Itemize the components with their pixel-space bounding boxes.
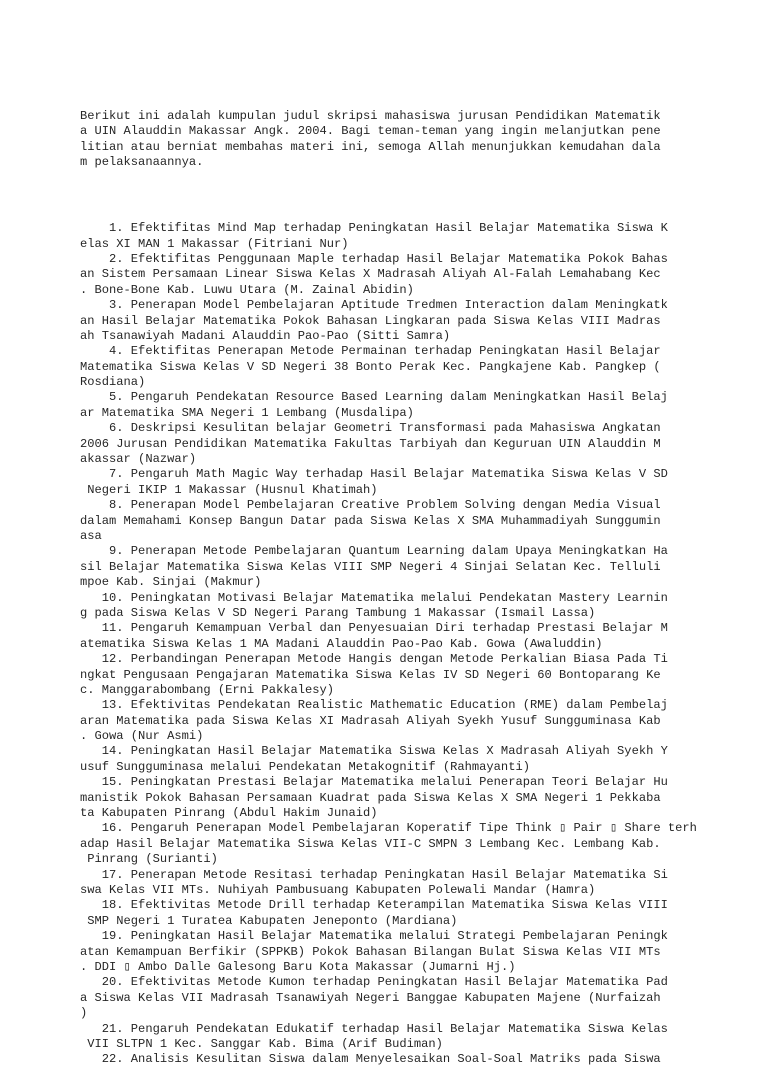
list-item: [80, 252, 740, 298]
list-item: [80, 421, 740, 467]
intro-line: litian atau berniat membahas materi ini, semoga Allah menunjukkan kemudahan dala: [80, 139, 661, 154]
list-item-line: 2006 Jurusan Pendidikan Matematika Fakultas Tarbiyah dan Keguruan UIN Alauddin M: [80, 436, 661, 451]
list-item-line: c. Manggarabombang (Erni Pakkalesy): [80, 682, 335, 697]
list-item-line: an Sistem Persamaan Linear Siswa Kelas X Madrasah Aliyah Al-Falah Lemahabang Kec: [80, 267, 661, 282]
list-item-line: . Bone-Bone Kab. Luwu Utara (M. Zainal Abidin): [80, 282, 414, 297]
list-item-line: atan Kemampuan Berfikir (SPPKB) Pokok Bahasan Bilangan Bulat Siswa Kelas VII MTs: [80, 944, 661, 959]
intro-line: a UIN Alauddin Makassar Angk. 2004. Bagi teman-teman yang ingin melanjutkan pene: [80, 124, 661, 139]
list-item-line: 7. Pengaruh Math Magic Way terhadap Hasil Belajar Matematika Siswa Kelas V SD: [80, 467, 668, 482]
list-item: [80, 744, 740, 775]
list-item-line: Matematika Siswa Kelas V SD Negeri 38 Bonto Perak Kec. Pangkajene Kab. Pangkep (: [80, 359, 661, 374]
list-item-line: ar Matematika SMA Negeri 1 Lembang (Musdalipa): [80, 405, 414, 420]
list-item-line: Negeri IKIP 1 Makassar (Husnul Khatimah): [80, 482, 378, 497]
list-item-line: 14. Peningkatan Hasil Belajar Matematika Siswa Kelas X Madrasah Aliyah Syekh Y: [80, 744, 668, 759]
list-item-line: adap Hasil Belajar Matematika Siswa Kelas VII-C SMPN 3 Lembang Kec. Lembang Kab.: [80, 836, 661, 851]
list-item-line: 19. Peningkatan Hasil Belajar Matematika melalui Strategi Pembelajaran Peningk: [80, 929, 668, 944]
intro-line: m pelaksanaannya.: [80, 154, 204, 169]
list-item-line: ta Kabupaten Pinrang (Abdul Hakim Junaid): [80, 806, 378, 821]
list-item-line: 15. Peningkatan Prestasi Belajar Matematika melalui Penerapan Teori Belajar Hu: [80, 775, 668, 790]
intro-line: Berikut ini adalah kumpulan judul skripsi mahasiswa jurusan Pendidikan Matematik: [80, 108, 661, 123]
list-item: [80, 929, 740, 975]
list-item-line: . Gowa (Nur Asmi): [80, 729, 204, 744]
list-item-line: akassar (Nazwar): [80, 452, 197, 467]
list-item-line: a Siswa Kelas VII Madrasah Tsanawiyah Negeri Banggae Kabupaten Majene (Nurfaizah: [80, 990, 661, 1005]
list-item-line: 17. Penerapan Metode Resitasi terhadap Peningkatan Hasil Belajar Matematika Si: [80, 867, 668, 882]
list-item: [80, 975, 740, 1021]
list-item-line: VII SLTPN 1 Kec. Sanggar Kab. Bima (Arif Budiman): [80, 1036, 443, 1051]
list-item: [80, 467, 740, 498]
list-item-line: ah Tsanawiyah Madani Alauddin Pao-Pao (Sitti Samra): [80, 328, 451, 343]
list-item-line: 13. Efektivitas Pendekatan Realistic Mathematic Education (RME) dalam Pembelaj: [80, 698, 668, 713]
list-item-line: 12. Perbandingan Penerapan Metode Hangis dengan Metode Perkalian Biasa Pada Ti: [80, 652, 668, 667]
list-item-line: 10. Peningkatan Motivasi Belajar Matematika melalui Pendekatan Mastery Learnin: [80, 590, 668, 605]
list-item: [80, 498, 740, 544]
list-item-line: 3. Penerapan Model Pembelajaran Aptitude Tredmen Interaction dalam Meningkatk: [80, 298, 668, 313]
list-item-line: elas XI MAN 1 Makassar (Fitriani Nur): [80, 236, 349, 251]
list-item: [80, 298, 740, 344]
list-item: [80, 898, 740, 929]
list-item-line: usuf Sungguminasa melalui Pendekatan Metakognitif (Rahmayanti): [80, 759, 530, 774]
list-item-line: ): [80, 1006, 88, 1021]
list-item-line: asa: [80, 529, 102, 543]
list-item-line: 22. Analisis Kesulitan Siswa dalam Menyelesaikan Soal-Soal Matriks pada Siswa: [80, 1052, 661, 1067]
list-item: [80, 390, 740, 421]
list-item-line: 8. Penerapan Model Pembelajaran Creative Problem Solving dengan Media Visual: [80, 498, 661, 513]
intro-paragraph: [80, 109, 740, 171]
list-item-line: 1. Efektifitas Mind Map terhadap Peningkatan Hasil Belajar Matematika Siswa K: [80, 221, 668, 236]
list-item: [80, 621, 740, 652]
list-item: [80, 1022, 740, 1053]
list-item-line: an Hasil Belajar Matematika Pokok Bahasan Lingkaran pada Siswa Kelas VIII Madras: [80, 313, 661, 328]
list-item-line: . DDI ▯ Ambo Dalle Galesong Baru Kota Makassar (Jumarni Hj.): [80, 959, 516, 974]
list-item: [80, 775, 740, 821]
list-item-line: 4. Efektifitas Penerapan Metode Permainan terhadap Peningkatan Hasil Belajar: [80, 344, 661, 359]
list-item-line: sil Belajar Matematika Siswa Kelas VIII SMP Negeri 4 Sinjai Selatan Kec. Telluli: [80, 559, 661, 574]
list-item-line: Pinrang (Surianti): [80, 852, 218, 867]
list-item-line: 20. Efektivitas Metode Kumon terhadap Peningkatan Hasil Belajar Matematika Pad: [80, 975, 668, 990]
list-item-line: SMP Negeri 1 Turatea Kabupaten Jeneponto (Mardiana): [80, 913, 458, 928]
list-item: [80, 821, 740, 867]
list-item-line: aran Matematika pada Siswa Kelas XI Madrasah Aliyah Syekh Yusuf Sungguminasa Kab: [80, 713, 661, 728]
list-item-line: ngkat Pengusaan Pengajaran Matematika Siswa Kelas IV SD Negeri 60 Bontoparang Ke: [80, 667, 661, 682]
list-item-line: atematika Siswa Kelas 1 MA Madani Alauddin Pao-Pao Kab. Gowa (Awaluddin): [80, 636, 603, 651]
list-item-line: 9. Penerapan Metode Pembelajaran Quantum Learning dalam Upaya Meningkatkan Ha: [80, 544, 668, 559]
list-item-line: 5. Pengaruh Pendekatan Resource Based Learning dalam Meningkatkan Hasil Belaj: [80, 390, 668, 405]
document-page: [80, 78, 740, 1083]
list-item-line: manistik Pokok Bahasan Persamaan Kuadrat pada Siswa Kelas X SMA Negeri 1 Pekkaba: [80, 790, 661, 805]
thesis-title-list: [80, 221, 740, 1067]
list-item: [80, 344, 740, 390]
list-item-line: Rosdiana): [80, 375, 146, 390]
list-item-line: dalam Memahami Konsep Bangun Datar pada Siswa Kelas X SMA Muhammadiyah Sunggumin: [80, 513, 661, 528]
list-item-line: 21. Pengaruh Pendekatan Edukatif terhadap Hasil Belajar Matematika Siswa Kelas: [80, 1021, 668, 1036]
list-item: [80, 221, 740, 252]
list-item-line: g pada Siswa Kelas V SD Negeri Parang Tambung 1 Makassar (Ismail Lassa): [80, 605, 596, 620]
list-item-line: 16. Pengaruh Penerapan Model Pembelajaran Koperatif Tipe Think ▯ Pair ▯ Share terh: [80, 821, 697, 836]
list-item: [80, 698, 740, 744]
list-item-line: 18. Efektivitas Metode Drill terhadap Keterampilan Matematika Siswa Kelas VIII: [80, 898, 668, 913]
list-item-line: 6. Deskripsi Kesulitan belajar Geometri Transformasi pada Mahasiswa Angkatan: [80, 421, 661, 436]
list-item: [80, 544, 740, 590]
list-item: [80, 591, 740, 622]
list-item: [80, 1052, 740, 1067]
list-item: [80, 652, 740, 698]
list-item-line: 11. Pengaruh Kemampuan Verbal dan Penyesuaian Diri terhadap Prestasi Belajar M: [80, 621, 668, 636]
list-item: [80, 868, 740, 899]
list-item-line: swa Kelas VII MTs. Nuhiyah Pambusuang Kabupaten Polewali Mandar (Hamra): [80, 882, 596, 897]
list-item-line: mpoe Kab. Sinjai (Makmur): [80, 575, 262, 590]
list-item-line: 2. Efektifitas Penggunaan Maple terhadap Hasil Belajar Matematika Pokok Bahas: [80, 251, 668, 266]
